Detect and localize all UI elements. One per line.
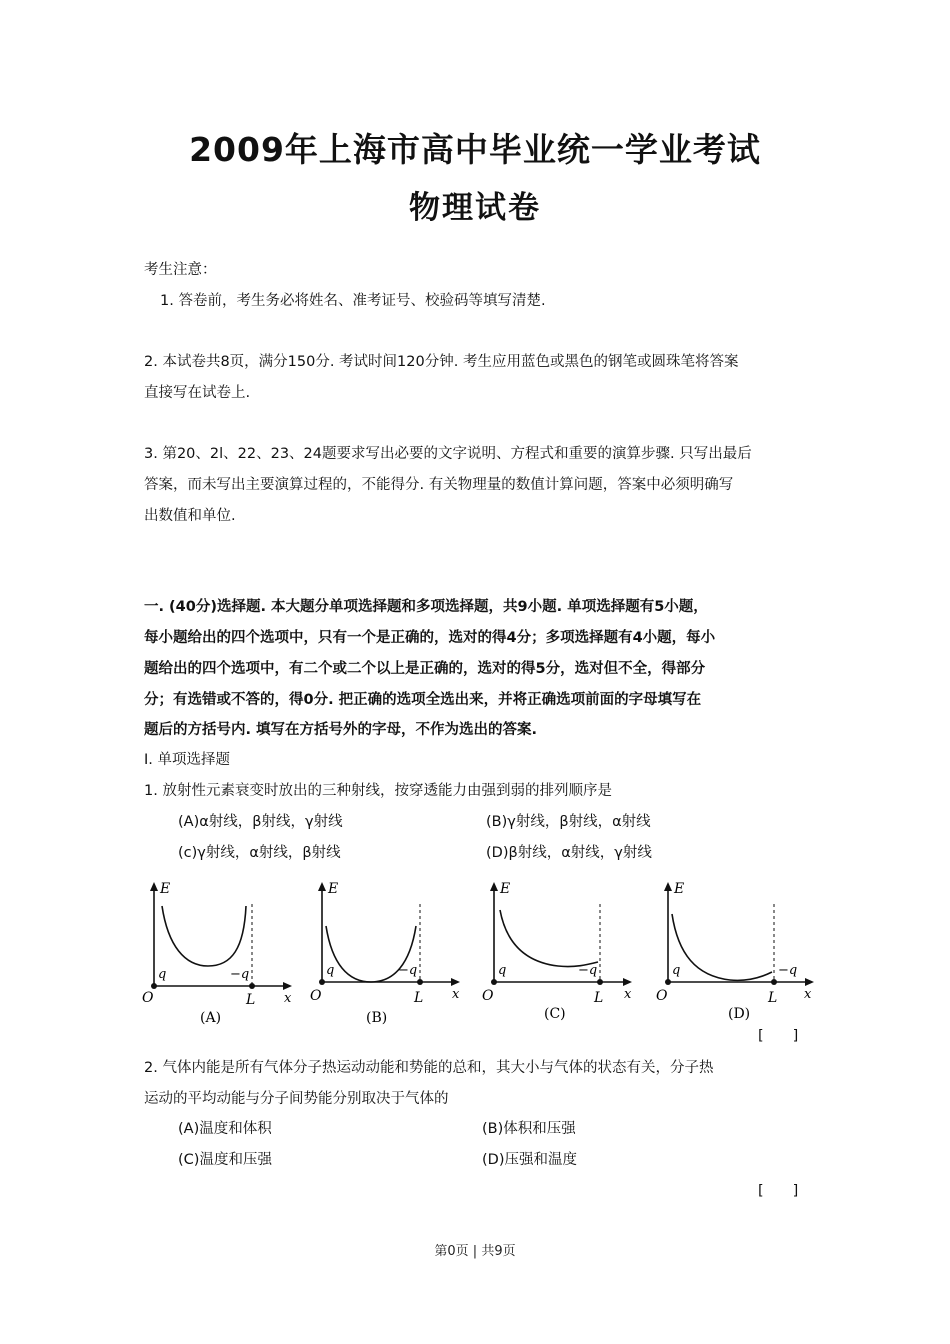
figure-d-point-l: L [768,990,778,1006]
q2-option-d: (D)压强和温度 [482,1152,577,1168]
figure-d-charge-neg-q: −q [778,963,798,978]
figure-b-charge-q: q [326,963,335,978]
figure-c [480,876,645,1030]
figure-b-axis-e: E [328,881,339,897]
q1-option-d: (D)β射线，α射线，γ射线 [486,845,652,861]
notice-item-3-line3: 出数值和单位. [144,508,236,524]
q1-option-a: (A)α射线，β射线，γ射线 [178,814,343,830]
section-instructions-line3: 题给出的四个选项中，有二个或二个以上是正确的，选对的得5分，选对但不全，得部分 [144,661,706,677]
q2-option-b: (B)体积和压强 [482,1121,576,1137]
figure-d-charge-q: q [672,963,681,978]
figure-a-point-l: L [246,992,256,1008]
figure-a-charge-q: q [158,967,167,982]
notice-item-2-line2: 直接写在试卷上. [144,385,251,401]
figure-c-axis-e: E [500,881,511,897]
figure-b-axis-x: x [452,987,460,1002]
q2-answer-bracket: [ ] [758,1183,799,1199]
section-instructions-line1: 一. (40分)选择题. 本大题分单项选择题和多项选择题，共9小题. 单项选择题有5小题， [144,599,708,615]
q1-option-c: (c)γ射线，α射线，β射线 [178,845,341,861]
figure-a-axis-e: E [160,881,171,897]
notice-item-1: 1. 答卷前，考生务必将姓名、准考证号、校验码等填写清楚. [160,293,546,309]
figure-c-graph [480,876,645,1026]
q2-stem-line1: 2. 气体内能是所有气体分子热运动动能和势能的总和，其大小与气体的状态有关，分子热 [144,1060,714,1076]
figure-b-label: (B) [366,1010,388,1026]
figure-c-origin: O [482,988,494,1004]
notice-item-2-line1: 2. 本试卷共8页，满分150分. 考试时间120分钟. 考生应用蓝色或黑色的钢笔或圆珠笔将答案 [144,354,739,370]
figure-b [308,876,473,1030]
figure-a-charge-neg-q: −q [230,967,250,982]
figure-a-graph [140,876,305,1026]
figure-b-charge-neg-q: −q [398,963,418,978]
figure-b-graph [308,876,473,1026]
figure-c-charge-q: q [498,963,507,978]
q1-answer-bracket: [ ] [758,1028,799,1044]
figure-c-label: (C) [544,1006,566,1022]
section-instructions-line2: 每小题给出的四个选项中，只有一个是正确的，选对的得4分；多项选择题有4小题，每小 [144,630,716,646]
q1-stem: 1. 放射性元素衰变时放出的三种射线，按穿透能力由强到弱的排列顺序是 [144,783,612,799]
figure-a-axis-x: x [284,991,292,1006]
exam-subtitle: 物理试卷 [409,190,541,226]
section-instructions-line4: 分；有选错或不答的，得0分. 把正确的选项全选出来，并将正确选项前面的字母填写在 [144,692,702,708]
page-footer: 第0页 | 共9页 [434,1244,516,1259]
notice-item-3-line2: 答案，而未写出主要演算过程的，不能得分. 有关物理量的数值计算问题，答案中必须明确写 [144,477,734,493]
section-instructions-line5: 题后的方括号内. 填写在方括号外的字母，不作为选出的答案. [144,722,538,738]
exam-title: 2009年上海市高中毕业统一学业考试 [189,130,761,169]
notice-heading: 考生注意： [144,262,217,278]
figure-d-axis-x: x [804,987,812,1002]
figure-b-point-l: L [414,990,424,1006]
q2-option-a: (A)温度和体积 [178,1121,272,1137]
figure-a [140,876,305,1030]
figure-a-origin: O [142,990,154,1006]
figure-d-label: (D) [728,1006,751,1022]
figure-c-point-l: L [594,990,604,1006]
figure-d-graph [654,876,824,1026]
figure-d [654,876,824,1030]
figure-c-axis-x: x [624,987,632,1002]
figure-c-charge-neg-q: −q [578,963,598,978]
q2-stem-line2: 运动的平均动能与分子间势能分别取决于气体的 [144,1091,449,1107]
q2-option-c: (C)温度和压强 [178,1152,272,1168]
subsection-heading: Ⅰ. 单项选择题 [144,752,230,768]
figure-b-origin: O [310,988,322,1004]
figure-d-axis-e: E [674,881,685,897]
figure-d-origin: O [656,988,668,1004]
q1-figures [140,876,830,1026]
figure-a-label: (A) [200,1010,222,1026]
notice-item-3-line1: 3. 第20、2l、22、23、24题要求写出必要的文字说明、方程式和重要的演算步骤. 只写出最后 [144,446,752,462]
q1-option-b: (B)γ射线，β射线，α射线 [486,814,651,830]
